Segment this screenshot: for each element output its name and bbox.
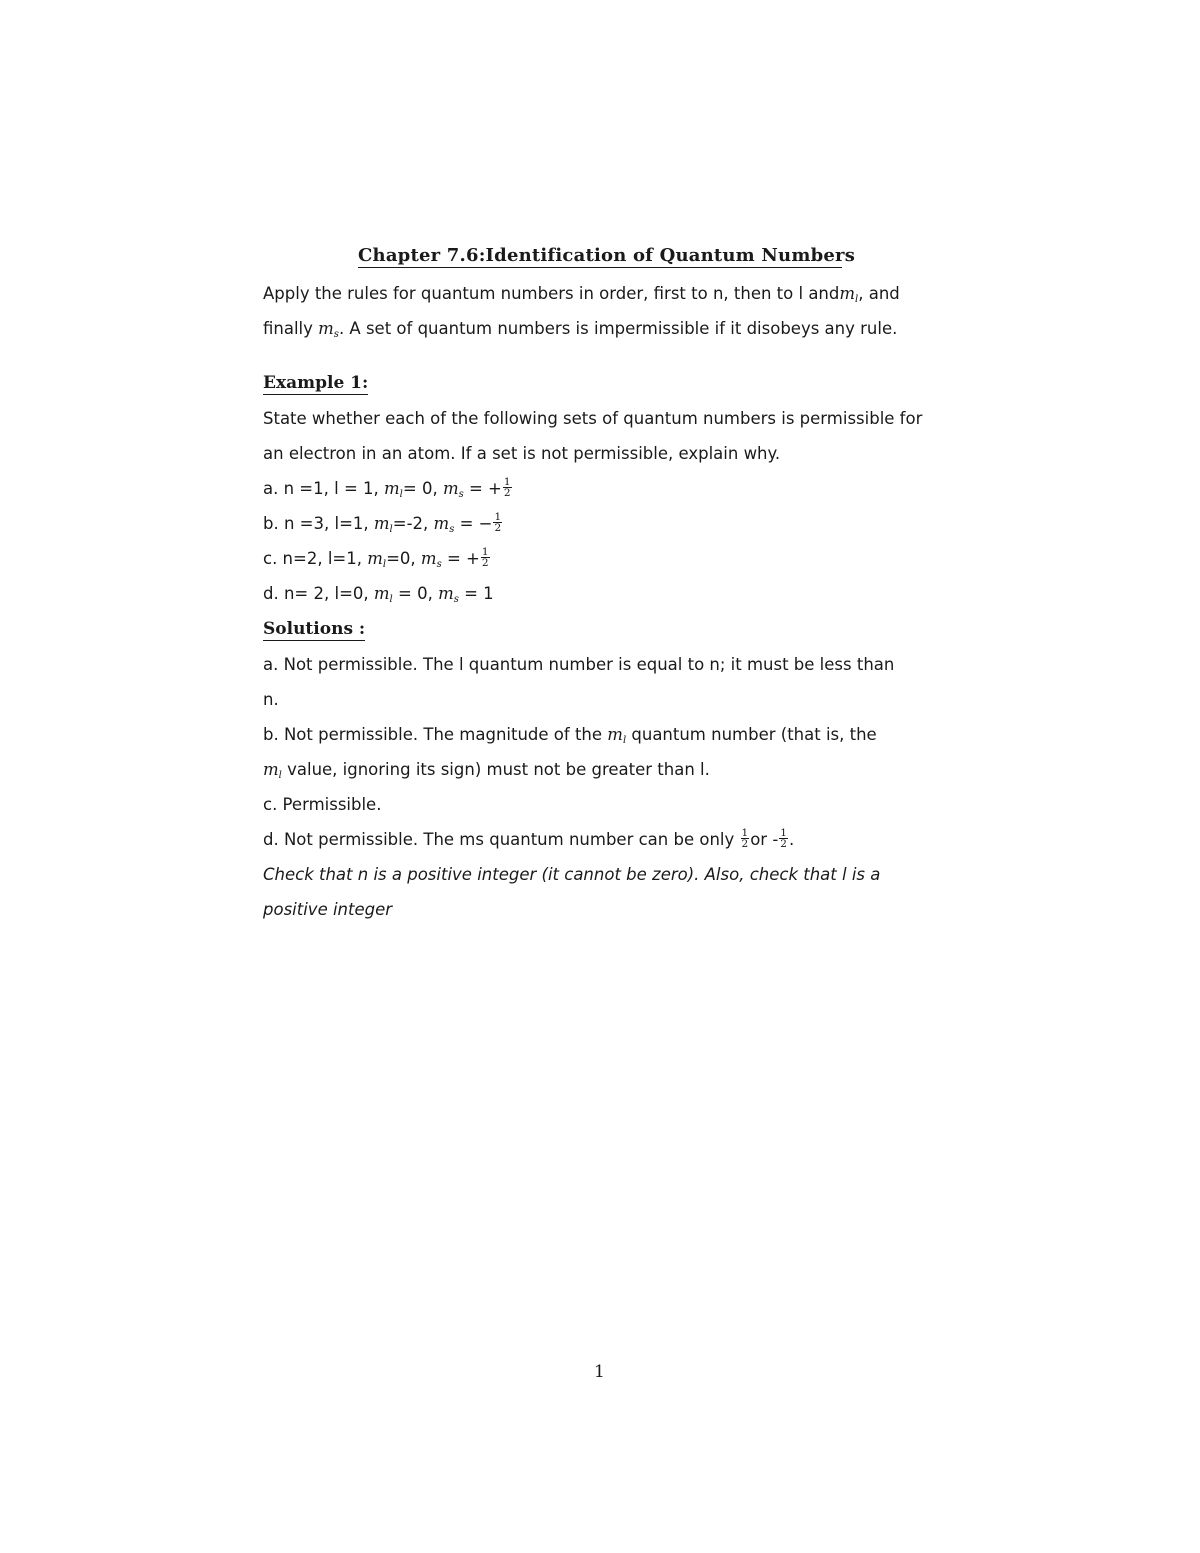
ml-sub: l — [389, 524, 393, 535]
fraction-denominator: 2 — [503, 487, 511, 499]
solution-a-line-2: n. — [263, 690, 279, 709]
fraction-denominator: 2 — [481, 557, 489, 569]
item-text: = 1 — [458, 584, 494, 603]
solution-text: quantum number (that is, the — [626, 725, 877, 744]
ml-var: m — [373, 584, 390, 603]
item-text: = + — [441, 549, 480, 568]
intro-text: Apply the rules for quantum numbers in order, first to n, then to l and — [263, 284, 840, 303]
item-text: b. n =3, l=1, — [263, 514, 374, 533]
ml-sub: l — [389, 594, 393, 605]
item-text: =0, — [386, 549, 421, 568]
page-number: 1 — [594, 1362, 605, 1382]
item-text: c. n=2, l=1, — [263, 549, 368, 568]
item-text: d. n= 2, l=0, — [263, 584, 374, 603]
ml-var: m — [607, 725, 623, 744]
list-item — [263, 583, 494, 611]
intro-text-post: . A set of quantum numbers is impermissible if it disobeys any rule. — [338, 319, 898, 338]
list-item — [263, 513, 503, 541]
ml-var: m — [367, 549, 383, 568]
solution-text: value, ignoring its sign) must not be greater than l. — [281, 760, 710, 779]
fraction-numerator: 1 — [741, 827, 749, 839]
item-text: a. n =1, l = 1, — [263, 479, 385, 498]
intro-line-2 — [263, 318, 897, 346]
solution-d — [263, 829, 794, 851]
item-text: = + — [463, 479, 502, 498]
item-text: = 0, — [392, 584, 439, 603]
fraction — [493, 512, 502, 533]
solution-text: . — [788, 830, 795, 849]
intro-line-1 — [263, 283, 900, 311]
solutions-heading: Solutions : — [263, 619, 366, 639]
ms-sub: s — [449, 524, 455, 535]
item-text: =-2, — [392, 514, 434, 533]
fraction-numerator: 1 — [503, 476, 511, 488]
note-line-1: Check that n is a positive integer (it cannot be zero). Also, check that l is a — [263, 865, 881, 884]
ml-var: m — [384, 479, 400, 498]
example-text-2: an electron in an atom. If a set is not permissible, explain why. — [263, 444, 781, 463]
solution-a-line-1: a. Not permissible. The l quantum number is equal to n; it must be less than — [263, 655, 895, 674]
intro-ms-sub: s — [333, 329, 339, 340]
ms-var: m — [420, 549, 437, 568]
ms-sub: s — [453, 594, 459, 605]
example-heading: Example 1: — [263, 373, 369, 393]
ml-var: m — [263, 760, 279, 779]
fraction — [779, 828, 788, 849]
fraction-denominator: 2 — [780, 838, 787, 850]
ml-sub: l — [622, 735, 627, 746]
intro-text-post: , and — [858, 284, 900, 303]
ml-sub: l — [278, 770, 282, 781]
fraction-denominator: 2 — [741, 838, 749, 850]
intro-ml-sub: l — [855, 294, 859, 305]
solution-b-line-2 — [263, 759, 710, 787]
ms-var: m — [433, 514, 450, 533]
page-title: Chapter 7.6:Identification of Quantum Numbers — [358, 245, 856, 266]
ms-var: m — [438, 584, 454, 603]
solution-c: c. Permissible. — [263, 795, 382, 814]
intro-text: finally — [263, 319, 319, 338]
ms-sub: s — [458, 489, 464, 500]
list-item — [263, 478, 513, 506]
item-text: = − — [454, 514, 493, 533]
fraction-numerator: 1 — [494, 511, 502, 523]
intro-ml-var: m — [839, 284, 856, 303]
note-line-2: positive integer — [263, 900, 393, 919]
solution-text: or - — [750, 830, 779, 849]
solution-text: d. Not permissible. The ms quantum number can be only — [263, 830, 740, 849]
ms-var: m — [442, 479, 459, 498]
fraction — [741, 828, 750, 849]
intro-ms-var: m — [318, 319, 334, 338]
ml-sub: l — [399, 489, 403, 500]
ml-sub: l — [382, 559, 387, 570]
solution-text: b. Not permissible. The magnitude of the — [263, 725, 608, 744]
example-text-1: State whether each of the following sets of quantum numbers is permissible for — [263, 409, 923, 428]
ms-sub: s — [436, 559, 442, 570]
fraction-numerator: 1 — [780, 827, 787, 839]
ml-var: m — [373, 514, 390, 533]
solution-b-line-1 — [263, 724, 877, 752]
fraction — [503, 477, 512, 498]
list-item — [263, 548, 491, 576]
fraction-denominator: 2 — [494, 522, 502, 534]
item-text: = 0, — [402, 479, 443, 498]
fraction — [481, 547, 490, 568]
fraction-numerator: 1 — [481, 546, 489, 558]
